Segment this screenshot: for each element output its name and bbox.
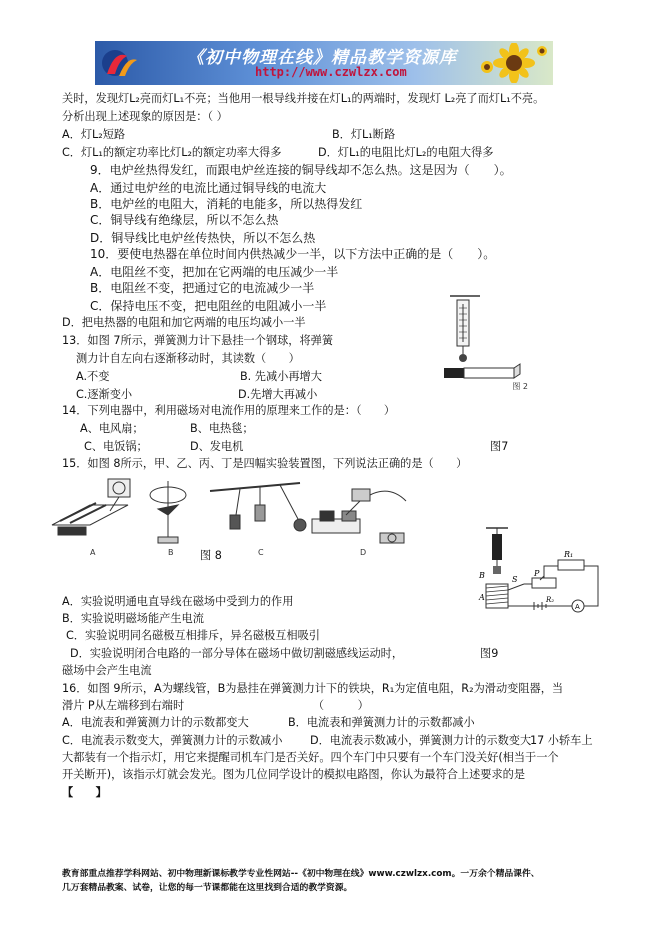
q14-option-d: D、发电机 bbox=[190, 440, 244, 453]
q16-stem-line2: 滑片 P从左端移到右端时 （ ） bbox=[62, 699, 369, 712]
q16-option-b: B．电流表和弹簧测力计的示数都减小 bbox=[288, 716, 475, 729]
q8-option-d: D．灯L₁的电阻比灯L₂的电阻大得多 bbox=[318, 146, 494, 159]
q10-option-d: D．把电热器的电阻和加它两端的电压均减小一半 bbox=[62, 316, 306, 329]
fig8-experiment-d bbox=[312, 489, 406, 543]
fig7-caption: 图7 bbox=[490, 440, 509, 453]
fig8-label-b: B bbox=[168, 548, 174, 557]
q8-prompt: 分析出现上述现象的原因是：（ ） bbox=[62, 110, 228, 123]
fig9-caption: 图9 bbox=[480, 647, 499, 660]
q8-text-line1: 关时，发现灯L₂亮而灯L₁不亮；当他用一根导线并接在灯L₁的两端时，发现灯 L₂亮了而灯L₁不亮。 bbox=[62, 92, 545, 105]
q15-option-d: D．实验说明闭合电路的一部分导体在磁场中做切割磁感线运动时， bbox=[70, 647, 404, 660]
fig8-experiment-a bbox=[52, 479, 130, 535]
q15-option-a: A．实验说明通电直导线在磁场中受到力的作用 bbox=[62, 595, 294, 608]
q9-option-c: C．铜导线有绝缘层，所以不怎么热 bbox=[90, 213, 279, 227]
q15-option-c: C．实验说明同名磁极互相排斥，异名磁极互相吸引 bbox=[66, 629, 320, 642]
q10-option-a: A．电阻丝不变，把加在它两端的电压减少一半 bbox=[90, 265, 339, 279]
fig8-label-c: C bbox=[258, 548, 264, 557]
q15-option-b: B．实验说明磁场能产生电流 bbox=[62, 612, 204, 625]
q10-option-c: C．保持电压不变，把电阻丝的电阻减小一半 bbox=[90, 299, 327, 313]
q9-option-b: B．电炉丝的电阻大，消耗的电能多，所以热得发红 bbox=[90, 197, 363, 211]
q13-option-d: D.先增大再减小 bbox=[238, 388, 318, 401]
q16-option-c: C．电流表示数变大，弹簧测力计的示数减小 bbox=[62, 734, 283, 747]
fig8-label-a: A bbox=[90, 548, 96, 557]
q14-option-a: A、电风扇； bbox=[80, 422, 144, 435]
fig8-experiment-b bbox=[150, 481, 186, 543]
q14-option-b: B、电热毯； bbox=[190, 422, 254, 435]
logo-icon bbox=[101, 46, 141, 80]
q8-option-b: B．灯L₁断路 bbox=[332, 128, 396, 141]
q9-stem: 9．电炉丝热得发红，而跟电炉丝连接的铜导线却不怎么热。这是因为（ ）。 bbox=[90, 163, 512, 177]
q13-stem-line2: 测力计自左向右逐渐移动时，其读数（ ） bbox=[76, 352, 300, 365]
q13-option-a: A.不变 bbox=[76, 370, 110, 383]
fig9-ammeter-label: A bbox=[575, 603, 580, 611]
fig2-label: 图 2 bbox=[512, 382, 528, 391]
footer-line1: 教育部重点推荐学科网站、初中物理新课标教学专业性网站--《初中物理在线》www.czwlzx.com。一万余个精品课件、 bbox=[62, 869, 540, 879]
q17-answer-bracket: 【 】 bbox=[62, 786, 107, 799]
q17-stem-line3: 开关断开)，该指示灯就会发光。图为几位同学设计的模拟电路图，你认为最符合上述要求的是 bbox=[62, 768, 526, 781]
fig9-label-a-solenoid: A bbox=[479, 593, 485, 602]
q9-option-d: D．铜导线比电炉丝传热快，所以不怎么热 bbox=[90, 231, 316, 245]
q9-option-a: A．通过电炉丝的电流比通过铜导线的电流大 bbox=[90, 181, 327, 195]
q17-stem-line2: 大都装有一个指示灯，用它来提醒司机车门是否关好。四个车门中只要有一个车门没关好(相当于一个 bbox=[62, 751, 559, 764]
footer-line2: 几万套精品教案、试卷，让您的每一节课都能在这里找到合适的教学资源。 bbox=[62, 883, 353, 893]
q8-option-a: A．灯L₂短路 bbox=[62, 128, 126, 141]
sunflower-icon bbox=[479, 43, 549, 83]
q14-option-c: C、电饭锅； bbox=[84, 440, 148, 453]
q10-stem: 10．要使电热器在单位时间内供热减少一半，以下方法中正确的是（ ）。 bbox=[90, 247, 496, 261]
banner-url[interactable]: http://www.czwlzx.com bbox=[255, 65, 407, 79]
figure-9-circuit bbox=[478, 526, 602, 616]
q13-option-b: B. 先减小再增大 bbox=[240, 370, 322, 383]
banner-title: 《初中物理在线》精品教学资源库 bbox=[187, 48, 457, 68]
fig9-label-r2: R₂ bbox=[546, 596, 555, 604]
fig9-label-s: S bbox=[512, 575, 518, 584]
q17-stem-start: 17 小轿车上 bbox=[530, 734, 593, 747]
fig8-label-d: D bbox=[360, 548, 367, 557]
q16-option-a: A．电流表和弹簧测力计的示数都变大 bbox=[62, 716, 249, 729]
q15-option-d-cont: 磁场中会产生电流 bbox=[62, 664, 152, 677]
q13-option-c: C.逐渐变小 bbox=[76, 388, 133, 401]
figure-7-spring-balance bbox=[440, 292, 536, 392]
header-banner bbox=[95, 41, 553, 85]
fig9-label-b: B bbox=[479, 571, 485, 580]
figure-8-experiments bbox=[50, 475, 410, 557]
fig9-label-r1: R₁ bbox=[564, 550, 574, 559]
fig8-caption: 图 8 bbox=[200, 549, 222, 562]
q16-option-d: D．电流表示数减小，弹簧测力计的示数变大 bbox=[310, 734, 532, 747]
fig9-label-p: P bbox=[534, 569, 540, 578]
q16-stem-line1: 16．如图 9所示，A为螺线管，B为悬挂在弹簧测力计下的铁块，R₁为定值电阻，R₂为滑动变阻器，当 bbox=[62, 682, 564, 695]
q15-stem: 15．如图 8所示，甲、乙、丙、丁是四幅实验装置图，下列说法正确的是（ ） bbox=[62, 457, 468, 470]
q13-stem-line1: 13．如图 7所示，弹簧测力计下悬挂一个钢球，将弹簧 bbox=[62, 334, 334, 347]
q10-option-b: B．电阻丝不变，把通过它的电流减少一半 bbox=[90, 281, 315, 295]
fig8-experiment-c bbox=[210, 483, 306, 531]
q8-option-c: C．灯L₁的额定功率比灯L₂的额定功率大得多 bbox=[62, 146, 282, 159]
q14-stem: 14．下列电器中，利用磁场对电流作用的原理来工作的是：（ ） bbox=[62, 404, 396, 417]
